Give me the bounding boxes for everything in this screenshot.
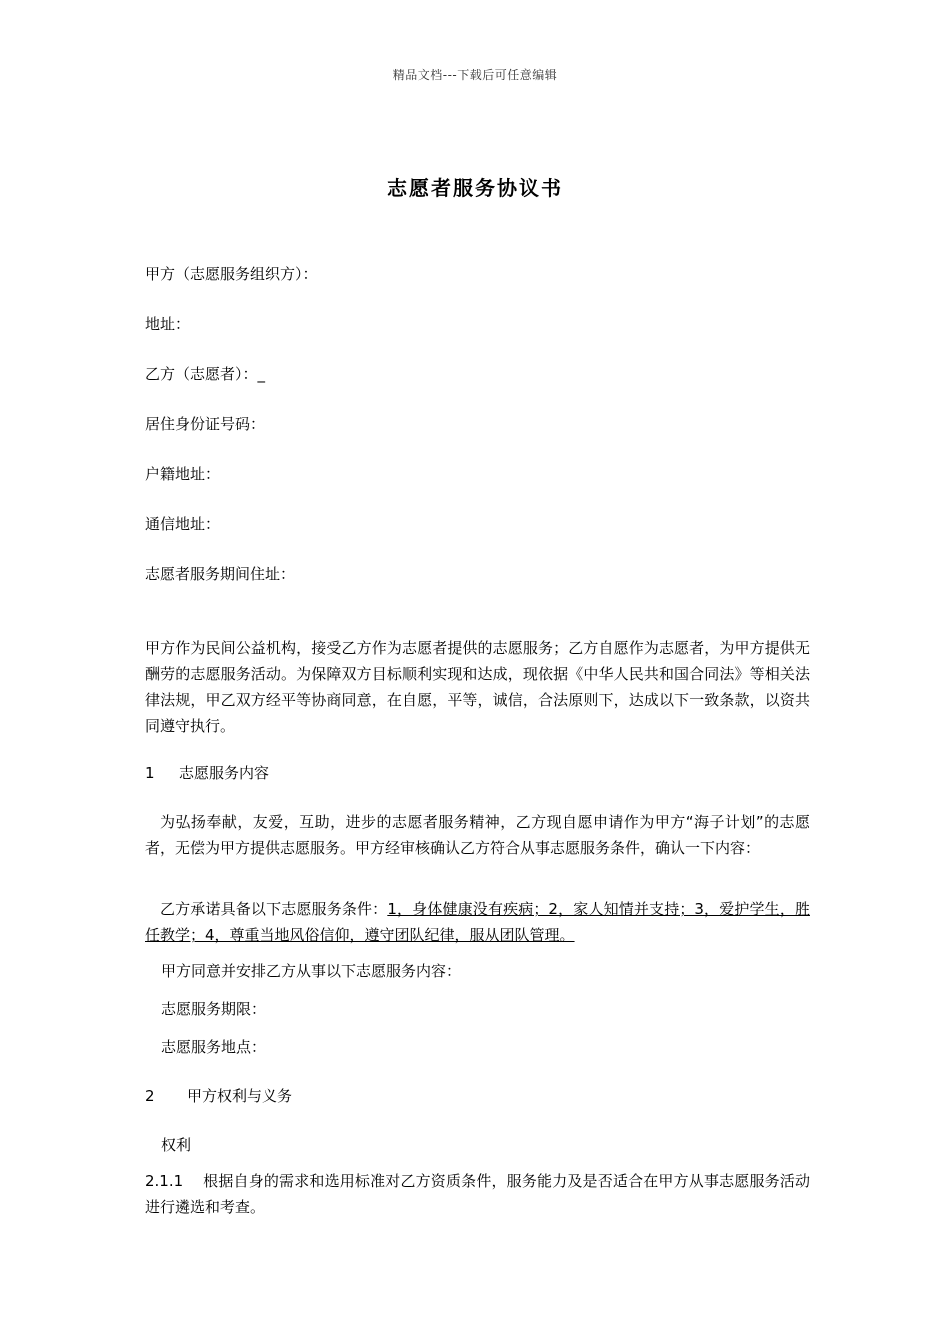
document-title: 志愿者服务协议书 [387, 176, 563, 200]
section-2-title: 甲方权利与义务 [187, 1087, 293, 1105]
section-1-conditions [145, 896, 810, 948]
field-address: 地址： [145, 315, 191, 333]
section-1-location: 志愿服务地点： [161, 1038, 267, 1056]
section-1-title: 志愿服务内容 [179, 764, 270, 782]
section-1-heading [145, 763, 269, 783]
item-number: 2.1.1 [145, 1172, 184, 1190]
field-party-a: 甲方（志愿服务组织方）： [145, 265, 318, 283]
section-2-item [145, 1168, 810, 1220]
intro-paragraph: 甲方作为民间公益机构，接受乙方作为志愿者提供的志愿服务；乙方自愿作为志愿者，为甲方提供无酬劳的志愿服务活动。为保障双方目标顺利实现和达成，现依据《中华人民共和国合同法》等相关法律法规，甲乙双方经平等协商同意，在自愿，平等，诚信，合法原则下，达成以下一致条款，以资共同遵守执行。 [145, 639, 810, 735]
conditions-prefix: 乙方承诺具备以下志愿服务条件： [160, 900, 388, 918]
section-1-arrange: 甲方同意并安排乙方从事以下志愿服务内容： [161, 962, 462, 980]
section-1-paragraph: 为弘扬奉献，友爱，互助，进步的志愿者服务精神，乙方现自愿申请作为甲方“海子计划”的志愿者，无偿为甲方提供志愿服务。甲方经审核确认乙方符合从事志愿服务条件，确认一下内容： [145, 813, 810, 857]
field-service-period-address: 志愿者服务期间住址： [145, 565, 296, 583]
item-text: 根据自身的需求和选用标准对乙方资质条件，服务能力及是否适合在甲方从事志愿服务活动进行遴选和考查。 [145, 1172, 810, 1216]
conditions-underlined: 1，身体健康没有疾病；2，家人知情并支持；3，爱护学生，胜任教学；4，尊重当地风俗信仰，遵守团队纪律，服从团队管理。 [145, 900, 810, 944]
page-header-note: 精品文档---下载后可任意编辑 [392, 68, 558, 82]
section-1-number: 1 [145, 764, 155, 782]
section-2-heading [145, 1086, 292, 1106]
field-mail-address: 通信地址： [145, 515, 221, 533]
field-id-number: 居住身份证号码： [145, 415, 266, 433]
section-2-number: 2 [145, 1087, 155, 1105]
field-household-address: 户籍地址： [145, 465, 221, 483]
field-party-b: 乙方（志愿者）：_ [145, 365, 266, 383]
section-1-period: 志愿服务期限： [161, 1000, 267, 1018]
section-2-subheading: 权利 [161, 1136, 192, 1154]
